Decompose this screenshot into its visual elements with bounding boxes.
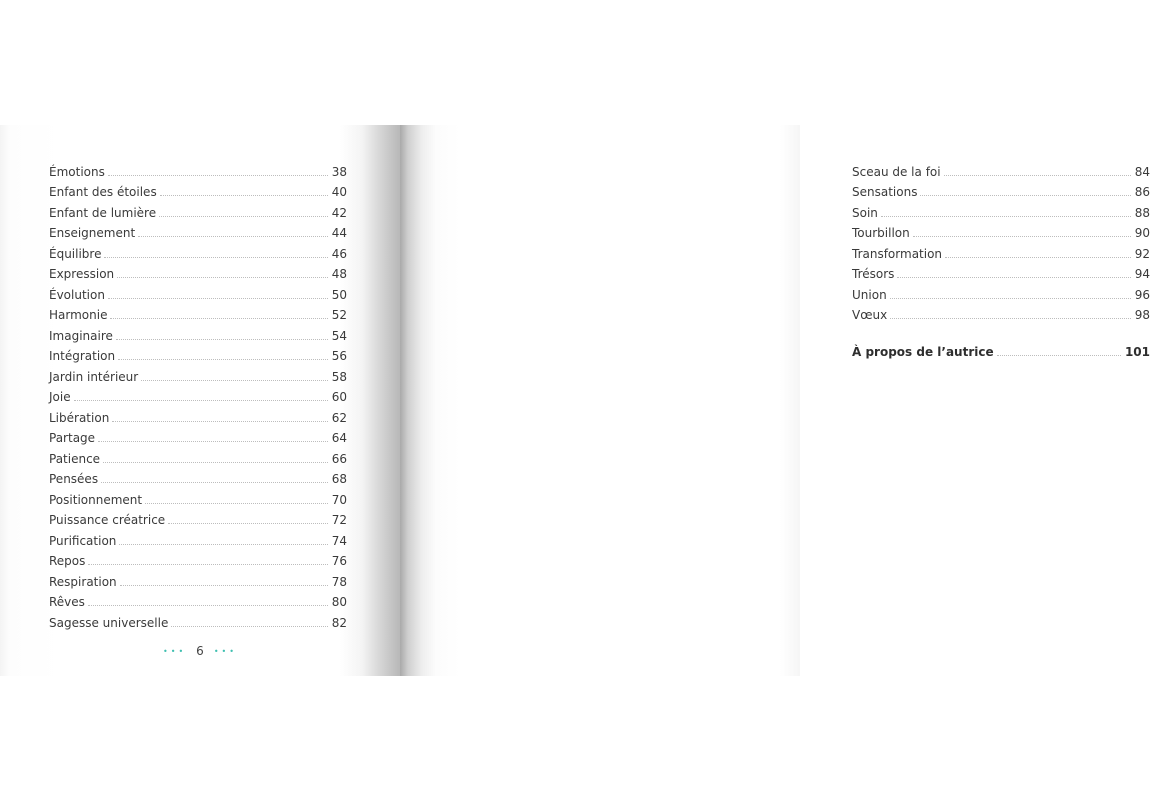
toc-entry-title: Imaginaire xyxy=(49,328,113,343)
toc-entry xyxy=(49,609,347,630)
toc-entry-page: 40 xyxy=(331,185,347,199)
toc-entry-title: Enfant des étoiles xyxy=(49,185,157,199)
dot-leader xyxy=(108,298,328,299)
dot-leader xyxy=(118,359,328,360)
dot-leader xyxy=(119,544,327,545)
toc-entry-title: Purification xyxy=(49,533,117,548)
toc-entry-title: Expression xyxy=(49,267,115,281)
toc-entry xyxy=(852,302,1150,323)
toc-entry-title: Patience xyxy=(49,451,101,466)
dot-leader xyxy=(897,277,1130,278)
toc-entry xyxy=(49,404,347,425)
dot-leader xyxy=(890,318,1131,319)
toc-entry-page: 46 xyxy=(331,246,347,261)
book-spread xyxy=(0,125,1150,676)
toc-entry-title: Évolution xyxy=(49,287,105,302)
dot-leader xyxy=(138,236,328,237)
toc-entry-title: Vœux xyxy=(852,308,888,322)
toc-entry-page: 58 xyxy=(331,369,347,384)
toc-entry xyxy=(49,240,347,261)
dot-leader xyxy=(104,257,327,258)
dot-leader xyxy=(171,626,327,627)
dot-leader xyxy=(141,380,328,381)
toc-entry-title: Sagesse universelle xyxy=(49,615,169,630)
toc-entry xyxy=(49,486,347,507)
toc-entry-title: À propos de l’autrice xyxy=(852,344,994,359)
toc-entry xyxy=(49,527,347,548)
toc-entry-page: 52 xyxy=(331,308,347,322)
toc-entry-title: Pensées xyxy=(49,472,99,486)
toc-list-right xyxy=(852,158,1150,359)
toc-entry xyxy=(852,158,1150,179)
toc-entry-page: 50 xyxy=(331,287,347,302)
dot-leader xyxy=(168,523,328,524)
toc-entry-title: Partage xyxy=(49,431,96,445)
toc-entry-page: 44 xyxy=(331,226,347,240)
toc-entry xyxy=(49,343,347,364)
toc-entry-page: 74 xyxy=(331,533,347,548)
dot-leader xyxy=(160,195,328,196)
folio-ornament-left: ••• xyxy=(163,647,187,656)
toc-entry xyxy=(49,425,347,446)
toc-entry-page: 101 xyxy=(1124,344,1150,359)
dot-leader xyxy=(88,605,328,606)
toc-entry-page: 90 xyxy=(1134,226,1150,240)
toc-entry-page: 86 xyxy=(1134,185,1150,199)
dot-leader xyxy=(110,318,327,319)
toc-entry-title: Positionnement xyxy=(49,492,143,507)
toc-entry-page: 72 xyxy=(331,513,347,527)
toc-entry-page: 54 xyxy=(331,328,347,343)
toc-entry-title: Joie xyxy=(49,390,71,404)
toc-entry-title: Enfant de lumière xyxy=(49,205,157,220)
toc-entry xyxy=(49,589,347,610)
dot-leader xyxy=(945,257,1131,258)
toc-entry xyxy=(49,445,347,466)
toc-entry-page: 60 xyxy=(331,390,347,404)
toc-entry xyxy=(49,281,347,302)
toc-entry-page: 78 xyxy=(331,574,347,589)
toc-entry xyxy=(852,281,1150,302)
toc-entry-title: Trésors xyxy=(852,267,895,281)
toc-entry xyxy=(49,261,347,282)
dot-leader xyxy=(890,298,1131,299)
toc-entry-title: Intégration xyxy=(49,349,116,363)
toc-entry-page: 94 xyxy=(1134,267,1150,281)
toc-entry-page: 84 xyxy=(1134,164,1150,179)
toc-entry-title: Harmonie xyxy=(49,308,108,322)
toc-entry-page: 42 xyxy=(331,205,347,220)
dot-leader xyxy=(944,175,1131,176)
toc-entry-title: Libération xyxy=(49,410,110,425)
dot-leader xyxy=(103,462,328,463)
toc-entry-title: Équilibre xyxy=(49,246,102,261)
toc-entry xyxy=(49,568,347,589)
toc-entry xyxy=(49,199,347,220)
dot-leader xyxy=(159,216,328,217)
toc-entry-page: 62 xyxy=(331,410,347,425)
toc-entry-page: 70 xyxy=(331,492,347,507)
toc-entry xyxy=(852,199,1150,220)
toc-entry-title: Tourbillon xyxy=(852,226,910,240)
left-page xyxy=(0,125,400,676)
toc-entry xyxy=(49,322,347,343)
toc-entry-page: 82 xyxy=(331,615,347,630)
folio-ornament-right: ••• xyxy=(213,647,237,656)
toc-entry xyxy=(49,548,347,569)
dot-leader xyxy=(98,441,328,442)
dot-leader xyxy=(881,216,1131,217)
page-number: 6 xyxy=(196,644,204,658)
toc-entry-page: 96 xyxy=(1134,287,1150,302)
toc-entry-page: 92 xyxy=(1134,246,1150,261)
toc-entry-page: 66 xyxy=(331,451,347,466)
toc-entry-page: 48 xyxy=(331,267,347,281)
toc-entry-title: Sceau de la foi xyxy=(852,164,941,179)
dot-leader xyxy=(101,482,328,483)
toc-entry-page: 88 xyxy=(1134,205,1150,220)
toc-entry-title: Respiration xyxy=(49,574,117,589)
toc-entry-title: Transformation xyxy=(852,246,943,261)
dot-leader xyxy=(145,503,328,504)
toc-entry xyxy=(852,261,1150,282)
toc-entry-title: Émotions xyxy=(49,164,105,179)
toc-entry xyxy=(49,466,347,487)
toc-entry-page: 56 xyxy=(331,349,347,363)
dot-leader xyxy=(913,236,1131,237)
toc-spacer xyxy=(852,322,1150,338)
toc-entry-page: 68 xyxy=(331,472,347,486)
dot-leader xyxy=(108,175,328,176)
dot-leader xyxy=(112,421,327,422)
toc-entry-page: 98 xyxy=(1134,308,1150,322)
toc-entry-title: Enseignement xyxy=(49,226,136,240)
dot-leader xyxy=(74,400,328,401)
toc-entry-page: 76 xyxy=(331,554,347,568)
toc-entry-title: Repos xyxy=(49,554,86,568)
page-folio xyxy=(0,644,400,658)
toc-entry-title: Jardin intérieur xyxy=(49,369,139,384)
toc-entry xyxy=(49,179,347,200)
toc-entry-about xyxy=(852,338,1150,359)
toc-entry xyxy=(852,220,1150,241)
toc-entry xyxy=(49,220,347,241)
toc-entry-title: Soin xyxy=(852,205,878,220)
toc-entry-title: Union xyxy=(852,287,887,302)
toc-list-left xyxy=(49,158,347,630)
toc-entry xyxy=(49,302,347,323)
right-page xyxy=(400,125,1150,676)
toc-entry-title: Sensations xyxy=(852,185,918,199)
toc-entry-page: 38 xyxy=(331,164,347,179)
dot-leader xyxy=(997,355,1121,356)
toc-entry-page: 80 xyxy=(331,595,347,609)
toc-entry xyxy=(49,158,347,179)
toc-entry xyxy=(49,507,347,528)
toc-entry xyxy=(852,179,1150,200)
toc-entry-title: Puissance créatrice xyxy=(49,513,166,527)
dot-leader xyxy=(920,195,1130,196)
toc-entry-title: Rêves xyxy=(49,595,85,609)
dot-leader xyxy=(117,277,328,278)
dot-leader xyxy=(116,339,328,340)
toc-entry-page: 64 xyxy=(331,431,347,445)
toc-entry xyxy=(49,384,347,405)
dot-leader xyxy=(120,585,328,586)
toc-entry xyxy=(49,363,347,384)
toc-entry xyxy=(852,240,1150,261)
dot-leader xyxy=(88,564,327,565)
